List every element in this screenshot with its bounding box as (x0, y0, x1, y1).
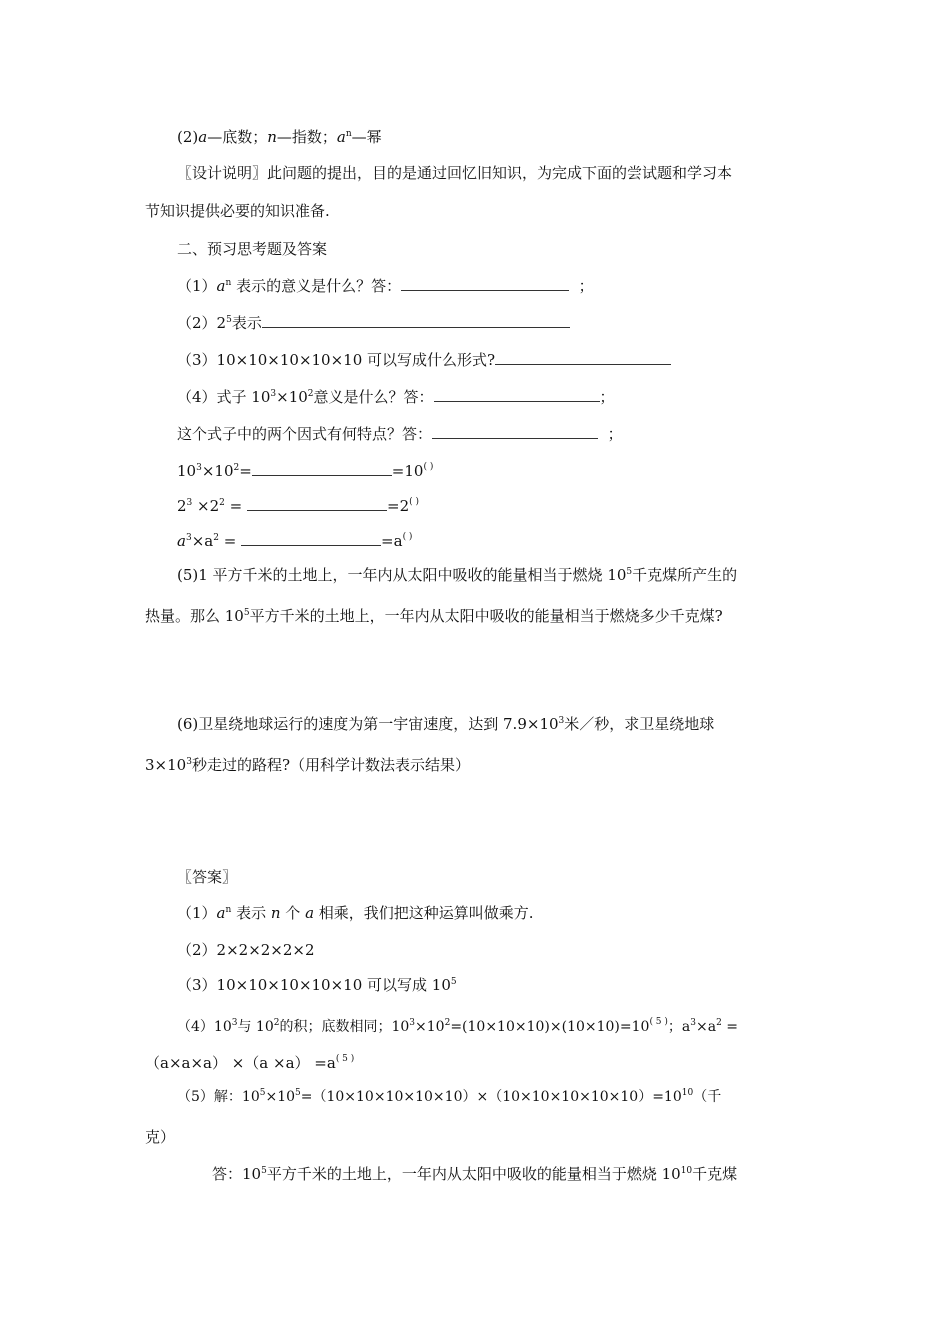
answer-5-line2: 克） (145, 1128, 176, 1146)
answer-blank (432, 424, 598, 439)
design-note-line1: 〖设计说明〗此问题的提出，目的是通过回忆旧知识，为完成下面的尝试题和学习本 (177, 164, 733, 182)
answer-blank (401, 276, 569, 291)
question-6-line1: (6)卫星绕地球运行的速度为第一宇宙速度，达到 $7.9\times 10^3$米／秒，求卫星绕地球 (177, 715, 715, 733)
question-4-factor: 这个式子中的两个因式有何特点？答： ； (177, 425, 623, 443)
section-heading: 二、预习思考题及答案 (177, 240, 328, 258)
answer-blank (247, 496, 387, 511)
equation-1: $10^3\times 10^2= =10^{( )}$ (177, 462, 434, 480)
answer-3: （3）10×10×10×10×10 可以写成 $10^5$ (177, 976, 457, 994)
question-3: （3）10×10×10×10×10 可以写成什么形式? (177, 350, 671, 370)
equation-2: $2^3 \times 2^2 = =2^{( )}$ (177, 497, 420, 515)
answer-5-line1: （5）解：$10^5\times 10^5=(10\times 10\times 10\times 10\times 10)\times(10\times 10\times 10\times 10\times 10)=10^{10}$（千 (177, 1088, 722, 1105)
answer-1: $(1)a^n$ 表示 n 个 a 相乘，我们把这种运算叫做乘方. (177, 904, 534, 922)
question-6-line2: $3\times 10^3$秒走过的路程?（用科学计数法表示结果） (145, 756, 470, 774)
question-4: （4）式子 $10^3\times 10^2$意义是什么？答： ； (177, 388, 615, 406)
answer-blank (262, 313, 570, 328)
answer-4-line1: $(4)10^3$与 $10^2$的积；底数相同；$10^3\times 10^2=(10\times 10\times 10)\times(10\times 10)=10^{( 5 )}$；$a^3\times a^2$ = (177, 1017, 739, 1035)
equation-3: $a^3\times a^2 = =a^{( )}$ (177, 532, 413, 550)
question-5-line2: 热量。那么 $10^5$平方千米的土地上，一年内从太阳中吸收的能量相当于燃烧多少千克煤? (145, 607, 723, 625)
answer-heading: 〖答案〗 (177, 868, 238, 886)
answer-blank (252, 461, 392, 476)
answer-blank (434, 387, 600, 402)
question-5-line1: (5)1 平方千米的土地上，一年内从太阳中吸收的能量相当于燃烧 $10^5$千克煤所产生的 (177, 566, 738, 584)
answer-blank (495, 350, 671, 365)
question-2: $(2)2^5$表示 (177, 313, 570, 333)
answer-blank (241, 531, 381, 546)
note-base-exponent: (2)a—底数；n—指数；$a^n—$幂 (177, 128, 382, 146)
design-note-line2: 节知识提供必要的知识准备. (145, 202, 330, 220)
question-1: $(1)a^n$ 表示的意义是什么？答： ； (177, 277, 594, 295)
answer-2: （2）2×2×2×2×2 (177, 941, 315, 959)
answer-5-conclusion: 答：$10^5$平方千米的土地上，一年内从太阳中吸收的能量相当于燃烧 $10^{10}$千克煤 (212, 1165, 738, 1183)
answer-4-line2: $(a\times a\times a) \times(a \times a) =a^{( 5 )}$ (145, 1054, 355, 1072)
